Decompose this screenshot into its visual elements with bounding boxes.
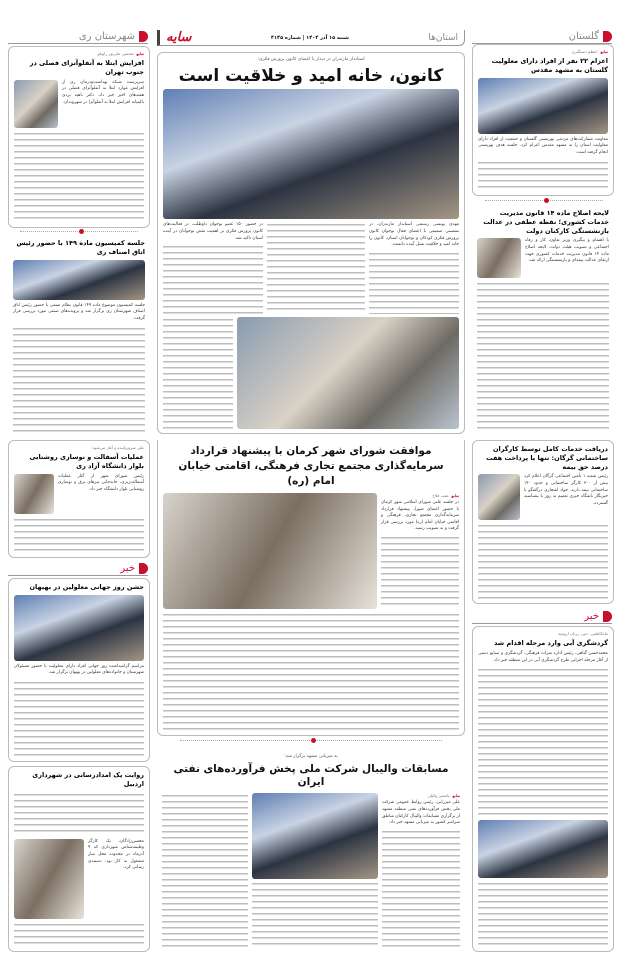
- section-title: خبر: [584, 611, 599, 622]
- photo: [237, 317, 459, 429]
- headline[interactable]: کانون، خانه امید و خلاقیت است: [178, 65, 444, 86]
- photo: [14, 474, 54, 514]
- divider: [20, 231, 138, 232]
- byline-wrap: [478, 49, 608, 54]
- byline-wrap: [381, 493, 459, 498]
- article-right-4: [472, 626, 614, 952]
- article-left-1: [8, 46, 150, 228]
- section-header-news-right: [472, 610, 612, 624]
- kicker: استاندار مازندران در دیدار با اعضای کانون پرورش فکری:: [257, 57, 365, 62]
- photo: [478, 474, 520, 520]
- article-right-1: [472, 44, 614, 196]
- text-lines: [162, 793, 248, 948]
- photo: [477, 238, 521, 278]
- headline[interactable]: عملیات آسفالت و نوسازی روشنایی بلوار دانشگاه آزاد ری: [29, 453, 144, 470]
- section-title: شهرستان ری: [78, 31, 135, 42]
- section-flag-icon: [603, 31, 612, 42]
- article-body: در حضور ۱۵۰ عضو نوجوان داوطلب، در فعالیت‌های کانون پرورش فکری بر اهمیت نقش نوجوانان در آینده استان تاکید شد.: [163, 222, 263, 241]
- photo: [163, 493, 377, 609]
- text-lines: [14, 517, 144, 553]
- divider: [180, 740, 442, 741]
- text-lines: [369, 251, 459, 314]
- photo: [14, 80, 58, 128]
- text-lines: [163, 244, 263, 314]
- section-flag-icon: [603, 611, 612, 622]
- text-lines: [267, 222, 365, 314]
- byline: عفت فلاح: [432, 492, 449, 498]
- byline-wrap: [382, 793, 460, 798]
- article-main-2: [157, 440, 465, 736]
- headline[interactable]: روایت یک امدادرسانی در شهرداری اردبیل: [32, 771, 144, 788]
- headline[interactable]: مسابقات والیبال شرکت ملی پخش فرآورده‌های نفتی ایران: [173, 762, 449, 789]
- text-lines: [381, 535, 459, 609]
- text-lines: [252, 881, 378, 948]
- headline[interactable]: دریافت خدمات کامل توسط کارگران ساختمانی گرگان: تنها با پرداخت هفت درصد حق بیمه: [486, 445, 608, 471]
- section-header-news-left: [8, 562, 148, 576]
- headline[interactable]: لایحه اصلاح ماده ۱۴ قانون مدیریت خدمات کشوری؛ نقطه عطفی در عدالت بازنشستگی کارکنان دولت: [483, 209, 609, 235]
- section-flag-icon: [139, 563, 148, 574]
- photo: [252, 793, 378, 879]
- article-body: مهدی یونسی رستمی استاندار مازندران، در نشستی صمیمی با اعضای فعال نوجوان کانون پرورش فکری کودکان و نوجوانان استان، کانون را خانه امید و خلاقیت نسل آینده دانست.: [369, 222, 459, 248]
- logo-mark: سایه: [452, 793, 460, 799]
- article-body: سرپرست شبکه بهداشت‌ودرمان ری از افزایش موارد ابتلا به آنفلوآنزای فصلی در هفته‌های اخیر خبر داد. دکتر ناهید بردی بالینیانه افزایش ابتلا به آنفلوآنزا در شهروندان.: [62, 79, 144, 105]
- kicker: علی سرورپاینده و آغاز می‌شود:: [91, 445, 144, 450]
- article-left-5: [8, 766, 150, 952]
- headline[interactable]: گردشگری آبی وارد مرحله اقدام شد: [494, 639, 608, 648]
- text-lines: [163, 317, 233, 429]
- article-right-2: [472, 205, 614, 435]
- text-lines: [478, 160, 608, 191]
- article-body: رئیس شعبه ۱ تأمین اجتماعی گرگان اعلام کرد بیش از ۳۰۰ کارگر ساختمانی و حدود ۱۴۰ ساختمانی بیمه دارند. جواد اشجاری درگفتگو با خبرنگار باشگاه خبری تعمیم به روز با بشناسیه گسترده.: [524, 474, 608, 506]
- text-lines: [14, 131, 144, 223]
- article-left-4: [8, 578, 150, 762]
- section-header-right: [472, 30, 612, 44]
- article-body: رئیس شورای شهر از آغاز عملیات آسفالت‌ریزی، جابه‌جایی تیرهای برق و نوسازی روشنایی بلوار دانشگاه خبر داد.: [58, 473, 144, 493]
- logo-mark: سایه: [136, 51, 144, 56]
- photo: [478, 78, 608, 134]
- text-lines: [14, 792, 144, 836]
- article-body: محسن‌زادگان، یک کارگر وظیفه‌شناس شهرداری که ۹ آذرماه در محدوده محل ساز مشغول به کار بود، دستیدی رسانی کرد.: [88, 838, 144, 871]
- article-body: معاونت مشارکت‌های مردمی بهزیستی گلستان و جمعیت از افراد دارای معلولیت استان را به مشهد مقدس اعزام کرد. جلسه هدف بهزیستی انجام گرفته است.: [478, 136, 608, 156]
- text-lines: [477, 281, 609, 431]
- article-main-3: [157, 750, 465, 952]
- headline[interactable]: جلسه کمیسیون ماده ۱۴۹ با حضور رئیس اتاق اصناف ری: [16, 239, 145, 256]
- headline[interactable]: موافقت شورای شهر کرمان با پیشنهاد قرارداد سرمایه‌گذاری مجتمع تجاری فرهنگی، اقامتی خیابان امام (ره): [178, 445, 444, 488]
- article-left-2: [8, 235, 150, 437]
- article-main-1: [157, 52, 465, 434]
- headline[interactable]: جشن روز جهانی معلولین در بهبهان: [29, 583, 144, 591]
- article-body: جلسه کمیسیون موضوع ماده ۱۴۹ قانون نظام صنفی با حضور رئیس اتاق اصناف شهرستان ری برگزار شد و پرونده‌های صنفی مورد بررسی قرار گرفت.: [13, 302, 145, 321]
- date-issue: شنبه ۱۵ آذر ۱۴۰۴ | شماره ۴۱۴۵: [270, 34, 349, 41]
- photo: [13, 260, 145, 300]
- headline[interactable]: اعزام ۲۲ نفر از افراد دارای معلولیت گلستان به مشهد مقدس: [491, 57, 608, 74]
- photo: [14, 839, 84, 919]
- section-header-left: [8, 30, 148, 44]
- section-flag-icon: [139, 31, 148, 42]
- article-body: محمدحسن گیاهی، رئیس اداره میراث فرهنگی، گردشگری و صنایع دستی از آغاز مرحله اجرایی طرح گردشگری آبی در این منطقه خبر داد.: [478, 650, 608, 663]
- photo: [14, 595, 144, 661]
- byline: ماه‌کاظمی، دبیر، رزیان ارومیه: [558, 631, 608, 636]
- logo-mark: سایه: [451, 492, 459, 498]
- byline: یاسمن وکیلی: [427, 793, 450, 799]
- photo: [478, 820, 608, 878]
- page-header: [157, 30, 465, 46]
- divider: [485, 200, 603, 201]
- article-left-3: [8, 440, 150, 558]
- text-lines: [13, 326, 145, 434]
- article-body: با اهتمام و پیگیری وزیر تعاون، کار و رفاه اجتماعی و تصویب هیئت دولت، لایحه اصلاح ماده ۱۴ قانون مدیریت خدمات کشوری جهت ارتقای عدالت بیمه‌ای و بازنشستگی ارائه شد.: [525, 238, 609, 264]
- section-title: گلستان: [568, 31, 599, 42]
- article-body: علی میرزایی، رئیس روابط عمومی شرکت ملی پخش فرآورده‌های نفتی منطقه مشهد از برگزاری مسابقات والیبال کارکنان مناطق سراسر کشور به میزبانی مشهد خبر داد.: [382, 800, 460, 826]
- text-lines: [163, 612, 459, 731]
- text-lines: [14, 922, 144, 947]
- section-title: خبر: [120, 563, 135, 574]
- photo: [163, 89, 459, 219]
- text-lines: [382, 829, 460, 948]
- article-right-3: [472, 440, 614, 604]
- byline: اعظم دستگیری: [571, 49, 598, 54]
- text-lines: [478, 667, 608, 817]
- text-lines: [14, 680, 144, 757]
- text-lines: [478, 881, 608, 947]
- logo: سایه: [166, 30, 192, 45]
- byline-wrap: [14, 51, 144, 56]
- article-body: در جلسه علنی شورای اسلامی شهر کرمان با حضور اعضای شورا، پیشنهاد قرارداد سرمایه‌گذاری مجتمع تجاری، فرهنگی و اقامتی خیابان امام (ره) مورد بررسی قرار گرفت و به تصویب رسید.: [381, 499, 459, 532]
- text-lines: [478, 523, 608, 599]
- section-title: استان‌ها: [428, 32, 458, 43]
- logo-mark: سایه: [600, 49, 608, 54]
- article-body: مراسم گرامیداشت روز جهانی افراد دارای معلولیت با حضور مسئولان شهرستان و خانواده‌های معلولین در بهبهان برگزار شد.: [14, 663, 144, 676]
- byline: محسن علی‌پور راویلو: [97, 51, 134, 56]
- kicker: به میزبانی مشهد برگزار شد:: [284, 754, 338, 759]
- headline[interactable]: افزایش ابتلا به آنفلوآنزای فصلی در جنوب تهران: [29, 59, 144, 76]
